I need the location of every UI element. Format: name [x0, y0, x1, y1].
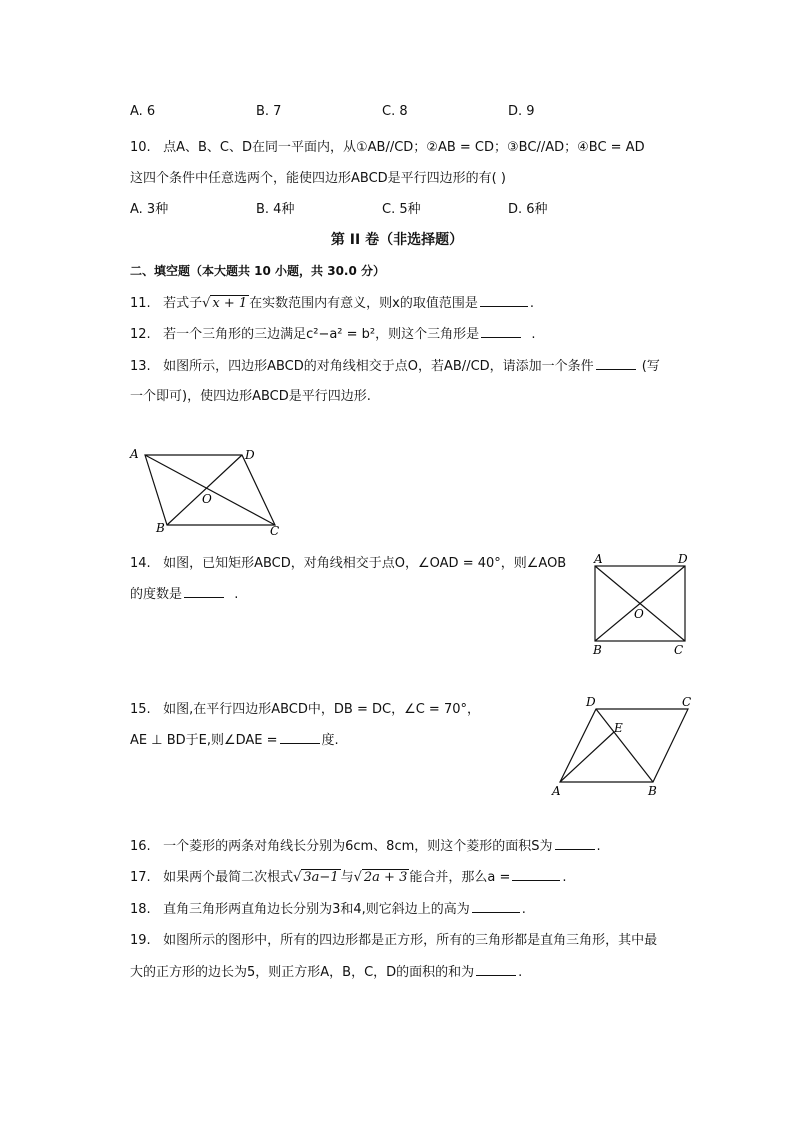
q10-line1 [130, 136, 645, 155]
q15-answer-blank[interactable] [280, 731, 320, 744]
q16-text: 一个菱形的两条对角线长分别为6cm、8cm，则这个菱形的面积S为 [163, 839, 553, 854]
q14-end: . [234, 587, 239, 602]
q19-answer-blank[interactable] [476, 963, 516, 976]
q10-text1: 点A、B、C、D在同一平面内，从①AB//CD；②AB = CD；③BC//AD；④BC = AD [163, 140, 645, 155]
q13-parallelogram-figure [125, 442, 290, 537]
q18-number: 18. [130, 902, 151, 917]
q13-answer-blank[interactable] [596, 357, 636, 370]
q19-line2 [130, 961, 522, 980]
fig13-label-b: B [156, 521, 165, 535]
q12-answer-blank[interactable] [481, 325, 521, 338]
fig14-label-c: C [674, 643, 684, 657]
q19-number: 19. [130, 933, 151, 948]
q16-number: 16. [130, 839, 151, 854]
q13-line1 [130, 355, 660, 374]
fig13-label-c: C [270, 524, 280, 537]
fig14-label-a: A [594, 552, 603, 566]
fig15-label-a: A [552, 784, 561, 798]
q14-text2: 的度数是 [130, 587, 183, 602]
fig15-label-c: C [682, 695, 692, 709]
fig14-label-o: O [634, 607, 644, 621]
q13-text2: 一个即可)，使四边形ABCD是平行四边形. [130, 389, 371, 404]
q17-mid: 与 [340, 870, 354, 885]
q17-pre: 如果两个最简二次根式 [163, 870, 294, 885]
q10-option-b: B. 4种 [256, 202, 295, 217]
q13-text1: 如图所示，四边形ABCD的对角线相交于点O，若AB//CD，请添加一个条件 [163, 359, 594, 374]
q12-text: 若一个三角形的三边满足c²−a² = b²，则这个三角形是 [163, 327, 480, 342]
q11: 11. 若式子√ x + 1 在实数范围内有意义，则x的取值范围是 . [130, 296, 535, 311]
section-header: 二、填空题（本大题共 10 小题，共 30.0 分） [130, 264, 386, 278]
q15-line2 [130, 729, 339, 748]
q17-answer-blank[interactable] [512, 868, 560, 881]
fig14-label-d: D [678, 552, 688, 566]
q14-rectangle-figure [588, 550, 698, 660]
q14-line2 [130, 583, 238, 602]
q9-option-a: A. 6 [130, 104, 156, 119]
fig14-label-b: B [593, 643, 602, 657]
q18-answer-blank[interactable] [472, 900, 520, 913]
fig13-label-a: A [130, 447, 139, 461]
q10-number: 10. [130, 140, 151, 155]
q11-pre: 若式子 [163, 296, 203, 311]
q12-number: 12. [130, 327, 151, 342]
q11-number: 11. [130, 296, 151, 311]
q14-text1: 如图，已知矩形ABCD，对角线相交于点O，∠OAD = 40°，则∠AOB [163, 556, 567, 571]
q12 [130, 323, 536, 342]
q15-text2: AE ⊥ BD于E,则∠DAE = [130, 733, 278, 748]
q14-number: 14. [130, 556, 151, 571]
fig15-label-b: B [648, 784, 657, 798]
q15-number: 15. [130, 702, 151, 717]
q11-post: 在实数范围内有意义，则x的取值范围是 [249, 296, 478, 311]
q19-text1: 如图所示的图形中，所有的四边形都是正方形，所有的三角形都是直角三角形，其中最 [163, 933, 658, 948]
q15-parallelogram-figure [548, 692, 698, 802]
q10-option-a: A. 3种 [130, 202, 169, 217]
q9-option-c: C. 8 [382, 104, 408, 119]
q19-text2: 大的正方形的边长为5，则正方形A，B，C，D的面积的和为 [130, 965, 475, 980]
q19-line1 [130, 929, 657, 948]
q18 [130, 898, 526, 917]
q11-answer-blank[interactable] [480, 294, 528, 307]
q16-answer-blank[interactable] [555, 837, 595, 850]
q15-text1: 如图,在平行四边形ABCD中，DB = DC，∠C = 70°， [163, 702, 481, 717]
q15-end: 度. [321, 733, 339, 748]
q14-answer-blank[interactable] [184, 585, 224, 598]
q16-end: . [596, 839, 601, 854]
fig13-label-d: D [245, 448, 255, 462]
q10-text2: 这四个条件中任意选两个，能使四边形ABCD是平行四边形的有( ) [130, 171, 506, 186]
q17-end: . [562, 870, 567, 885]
q18-text: 直角三角形两直角边长分别为3和4,则它斜边上的高为 [163, 902, 470, 917]
q11-radicand: x + 1 [212, 296, 248, 311]
q16 [130, 835, 601, 854]
q10-option-d: D. 6种 [508, 202, 548, 217]
q15-line1 [130, 698, 480, 717]
q14-line1 [130, 552, 566, 571]
q17: 17. 如果两个最简二次根式√ 3a−1 与√ 2a + 3 能合并，那么a = . [130, 870, 567, 885]
fig15-label-e: E [614, 721, 623, 735]
q17-number: 17. [130, 870, 151, 885]
q13-text1-end: (写 [641, 359, 660, 374]
q18-end: . [521, 902, 526, 917]
q9-option-d: D. 9 [508, 104, 535, 119]
q10-option-c: C. 5种 [382, 202, 421, 217]
q9-option-b: B. 7 [256, 104, 282, 119]
q19-end: . [518, 965, 523, 980]
q13-number: 13. [130, 359, 151, 374]
q17-radicand-1: 3a−1 [303, 870, 339, 885]
fig15-label-d: D [586, 695, 596, 709]
section-title: 第 II 卷（非选择题） [330, 232, 464, 248]
q17-post: 能合并，那么a = [409, 870, 511, 885]
fig13-label-o: O [202, 492, 212, 506]
q17-radicand-2: 2a + 3 [363, 870, 408, 885]
q12-end: . [531, 327, 536, 342]
q11-end: . [529, 296, 535, 311]
